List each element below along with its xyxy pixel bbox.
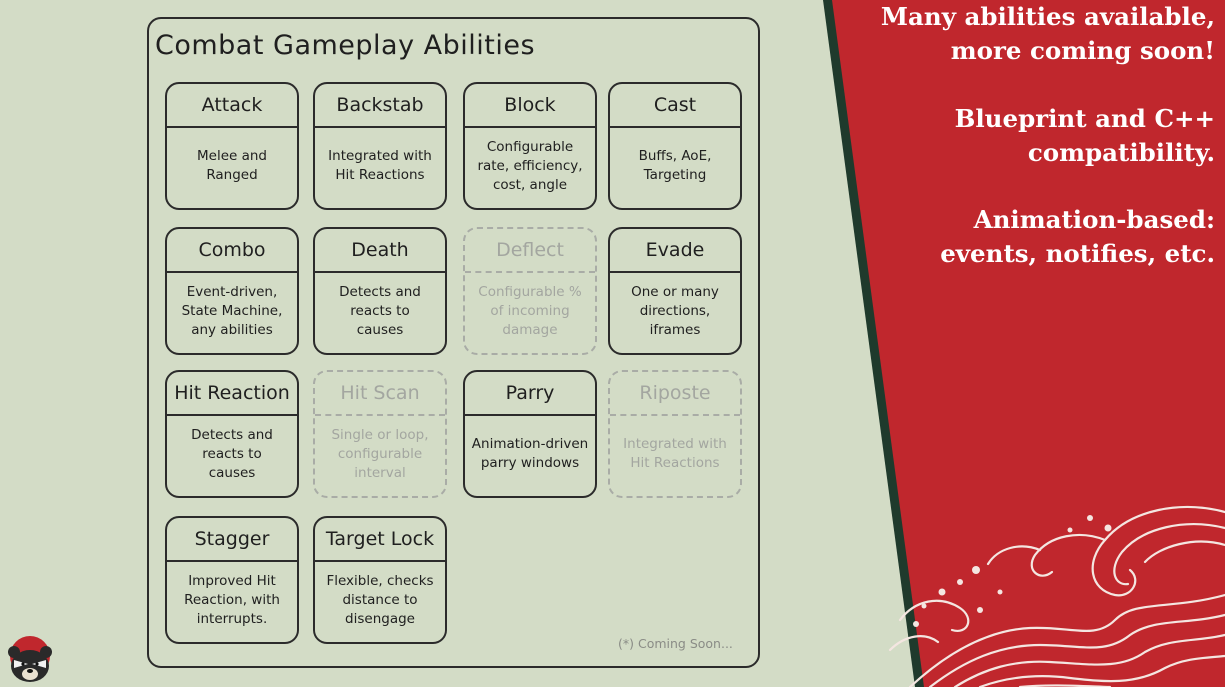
ability-description: Configurable rate, efficiency, cost, angle bbox=[477, 138, 583, 193]
feature-line: Blueprint and C++ bbox=[954, 104, 1215, 133]
great-wave-icon bbox=[880, 500, 1225, 687]
ability-card-attack bbox=[165, 82, 299, 210]
ability-title: Death bbox=[315, 229, 445, 273]
feature-blueprint bbox=[815, 102, 1215, 170]
ability-title: Hit Scan bbox=[315, 372, 445, 416]
ability-description: One or many directions, iframes bbox=[631, 283, 719, 338]
ability-description: Animation-driven parry windows bbox=[471, 436, 589, 471]
ability-description: Detects and reacts to causes bbox=[191, 426, 273, 481]
ability-title: Cast bbox=[610, 84, 740, 128]
feature-line: more coming soon! bbox=[950, 36, 1215, 65]
bear-mascot-icon bbox=[2, 630, 58, 686]
ability-card-deflect bbox=[463, 227, 597, 355]
ability-title: Parry bbox=[465, 372, 595, 416]
ability-description: Flexible, checks distance to disengage bbox=[326, 572, 434, 627]
ability-title: Attack bbox=[167, 84, 297, 128]
ability-description: Integrated with Hit Reactions bbox=[623, 436, 727, 471]
ability-title: Hit Reaction bbox=[167, 372, 297, 416]
ability-card-hit-scan bbox=[313, 370, 447, 498]
ability-description: Single or loop, configurable interval bbox=[331, 426, 429, 481]
ability-description: Event-driven, State Machine, any abilities bbox=[181, 283, 283, 338]
ability-title: Evade bbox=[610, 229, 740, 273]
ability-description: Detects and reacts to causes bbox=[339, 283, 421, 338]
feature-line: compatibility. bbox=[1027, 138, 1215, 167]
ability-title: Deflect bbox=[465, 229, 595, 273]
ability-card-parry bbox=[463, 370, 597, 498]
ability-title: Riposte bbox=[610, 372, 740, 416]
board-title: Combat Gameplay Abilities bbox=[155, 30, 536, 61]
ability-card-riposte bbox=[608, 370, 742, 498]
ability-description: Configurable % of incoming damage bbox=[478, 283, 582, 338]
ability-card-cast bbox=[608, 82, 742, 210]
ability-card-stagger bbox=[165, 516, 299, 644]
ability-title: Target Lock bbox=[315, 518, 445, 562]
ability-card-death bbox=[313, 227, 447, 355]
ability-card-evade bbox=[608, 227, 742, 355]
feature-animation bbox=[815, 203, 1215, 271]
ability-card-target-lock bbox=[313, 516, 447, 644]
ability-title: Block bbox=[465, 84, 595, 128]
ability-title: Combo bbox=[167, 229, 297, 273]
feature-abilities bbox=[815, 0, 1215, 68]
coming-soon-footnote: (*) Coming Soon... bbox=[618, 636, 733, 651]
ability-card-block bbox=[463, 82, 597, 210]
ability-card-combo bbox=[165, 227, 299, 355]
feature-line: Animation-based: bbox=[973, 205, 1215, 234]
ability-title: Backstab bbox=[315, 84, 445, 128]
ability-card-backstab bbox=[313, 82, 447, 210]
feature-line: events, notifies, etc. bbox=[940, 239, 1215, 268]
ability-card-hit-reaction bbox=[165, 370, 299, 498]
feature-line: Many abilities available, bbox=[880, 2, 1215, 31]
ability-description: Melee and Ranged bbox=[196, 148, 267, 183]
ability-title: Stagger bbox=[167, 518, 297, 562]
ability-description: Integrated with Hit Reactions bbox=[328, 148, 432, 183]
ability-description: Buffs, AoE, Targeting bbox=[638, 148, 712, 183]
ability-description: Improved Hit Reaction, with interrupts. bbox=[184, 572, 280, 627]
